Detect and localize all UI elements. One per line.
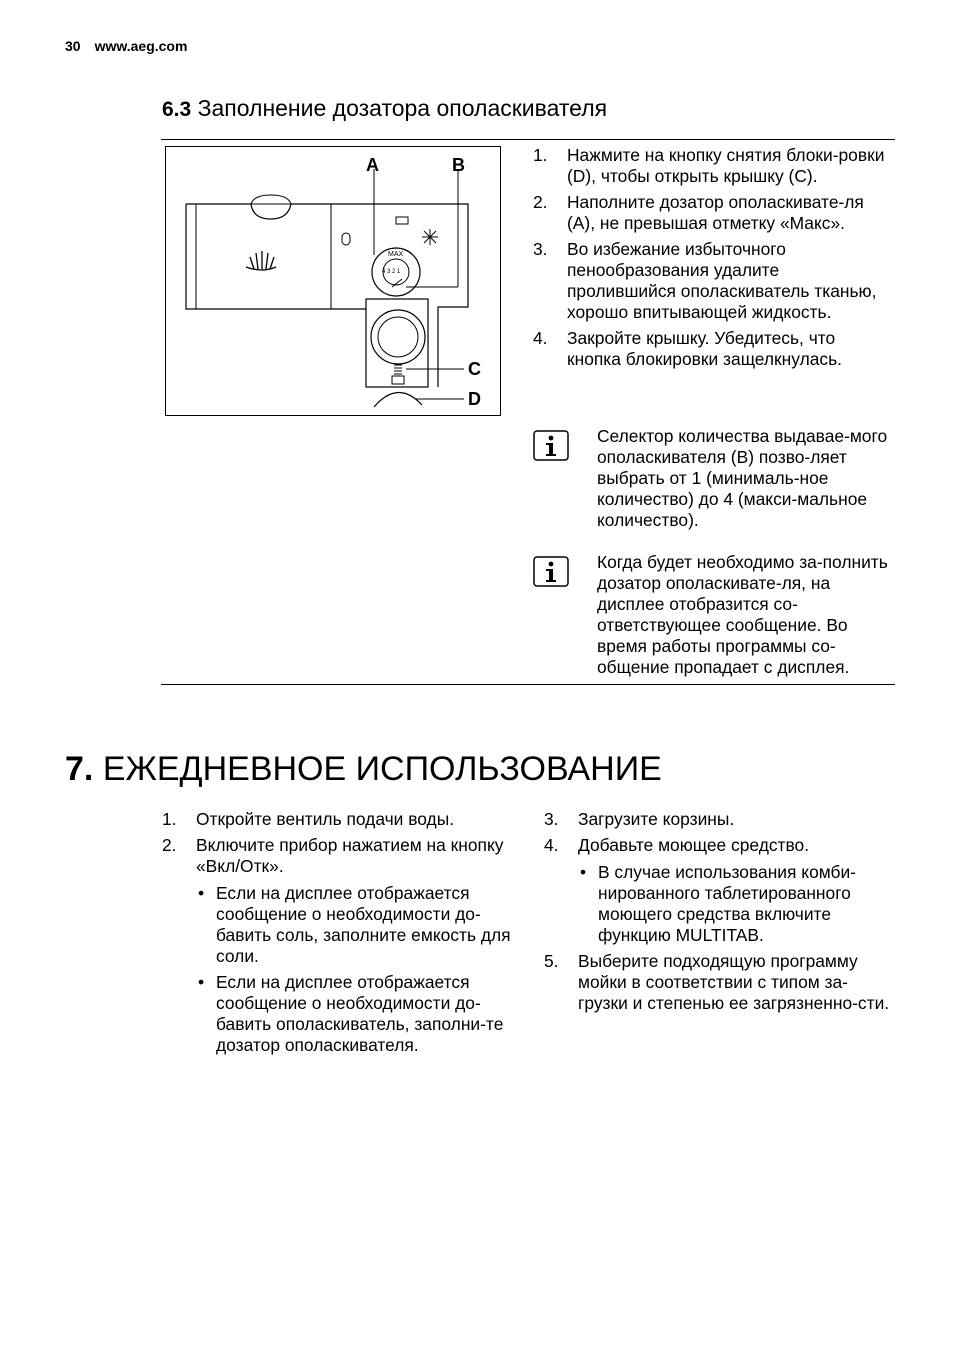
chapter-title-text: ЕЖЕДНЕВНОЕ ИСПОЛЬЗОВАНИЕ xyxy=(102,750,662,788)
step-text: Добавьте моющее средство. xyxy=(578,835,810,855)
step-number: 2. xyxy=(162,835,177,855)
svg-text:MAX: MAX xyxy=(388,251,404,258)
refill-steps xyxy=(533,145,885,375)
figure-label-d: D xyxy=(468,389,481,409)
step-ref: C xyxy=(794,166,807,186)
svg-text:4 3 2 1: 4 3 2 1 xyxy=(382,269,401,275)
step-text: Нажмите на кнопку снятия блоки-ровки ( xyxy=(567,145,885,186)
step-text: ), чтобы открыть крышку ( xyxy=(585,166,795,186)
list-item xyxy=(162,809,514,830)
figure-label-c: C xyxy=(468,359,481,379)
list-item xyxy=(544,951,894,1014)
list-item xyxy=(544,809,894,830)
section-title xyxy=(162,95,607,122)
step-number: 3. xyxy=(533,239,548,259)
step-text: ). xyxy=(806,166,818,186)
step-text: Загрузите корзины. xyxy=(578,809,735,829)
sub-list-item: • В случае использования комби-нированного таблетированного моющего средства включите функцию MULTITAB. xyxy=(580,862,856,945)
step-ref: D xyxy=(572,166,586,186)
step-number: 2. xyxy=(533,192,548,212)
bullet-text: Если на дисплее отображается сообщение о необходимости до-бавить соль, заполните емкость для соли. xyxy=(216,883,511,966)
note-text: ) позво-ляет выбрать от 1 (минималь-ное количество) до 4 (макси-мальное количество). xyxy=(597,447,868,530)
info-note xyxy=(530,552,892,678)
list-item xyxy=(544,835,894,946)
step-number: 1. xyxy=(533,145,548,165)
step-text: Включите прибор нажатием на кнопку «Вкл/Отк». xyxy=(196,835,504,876)
bullet-text: В случае использования комби-нированного таблетированного моющего средства включите функцию MULTITAB. xyxy=(598,862,856,945)
step-text: Во избежание избыточного пенообразования удалите пролившийся ополаскиватель тканью, хорошо впитывающей жидкость. xyxy=(567,239,877,322)
list-item xyxy=(162,835,514,1056)
daily-steps-left xyxy=(162,809,514,1061)
section-title-text: Заполнение дозатора ополаскивателя xyxy=(197,95,608,121)
note-ref: B xyxy=(736,447,749,467)
figure-label-b: B xyxy=(452,155,465,175)
step-text: ), не превышая отметку «Макс». xyxy=(584,213,845,233)
note-text: Селектор количества выдавае-мого ополаскивателя ( xyxy=(597,426,888,467)
sub-list xyxy=(196,883,514,1056)
step-number: 5. xyxy=(544,951,559,971)
step-text: Наполните дозатор ополаскивате-ля ( xyxy=(567,192,864,233)
info-icon xyxy=(533,556,569,587)
list-item xyxy=(533,192,885,234)
step-text: Откройте вентиль подачи воды. xyxy=(196,809,455,829)
section-number: 6.3 xyxy=(162,98,192,121)
step-ref: A xyxy=(572,213,585,233)
step-text: Закройте крышку. Убедитесь, что кнопка блокировки защелкнулась. xyxy=(567,328,842,369)
figure-label-a: A xyxy=(366,155,379,175)
chapter-title xyxy=(65,750,662,789)
list-item xyxy=(533,328,885,370)
chapter-number: 7. xyxy=(65,750,94,788)
sub-list-item: • Если на дисплее отображается сообщение о необходимости до-бавить соль, заполните емкость для соли. xyxy=(198,883,511,966)
page-number: 30 xyxy=(65,38,81,54)
section-bottom-rule xyxy=(161,684,895,685)
dispenser-illustration xyxy=(166,147,502,417)
daily-steps-right xyxy=(544,809,894,1019)
info-icon xyxy=(533,430,569,461)
site-url[interactable]: www.aeg.com xyxy=(94,38,188,54)
step-number: 4. xyxy=(533,328,548,348)
step-number: 1. xyxy=(162,809,177,829)
step-number: 3. xyxy=(544,809,559,829)
bullet-text: Если на дисплее отображается сообщение о необходимости до-бавить ополаскиватель, заполни-те дозатор ополаскивателя. xyxy=(216,972,504,1055)
dispenser-figure xyxy=(165,146,501,416)
step-number: 4. xyxy=(544,835,559,855)
list-item xyxy=(533,239,885,323)
note-text: Когда будет необходимо за-полнить дозатор ополаскивате-ля, на дисплее отобразится со-ответствующее сообщение. Во время работы программы со-общение пропадает с дисплея. xyxy=(597,552,888,677)
list-item xyxy=(533,145,885,187)
sub-list-item: • Если на дисплее отображается сообщение о необходимости до-бавить ополаскиватель, заполни-те дозатор ополаскивателя. xyxy=(198,972,504,1055)
step-text: Выберите подходящую программу мойки в соответствии с типом за-грузки и степенью ее загрязненно-сти. xyxy=(578,951,890,1013)
page-header xyxy=(65,38,187,54)
info-note xyxy=(530,426,892,531)
sub-list xyxy=(578,862,894,946)
section-top-rule xyxy=(161,139,895,140)
